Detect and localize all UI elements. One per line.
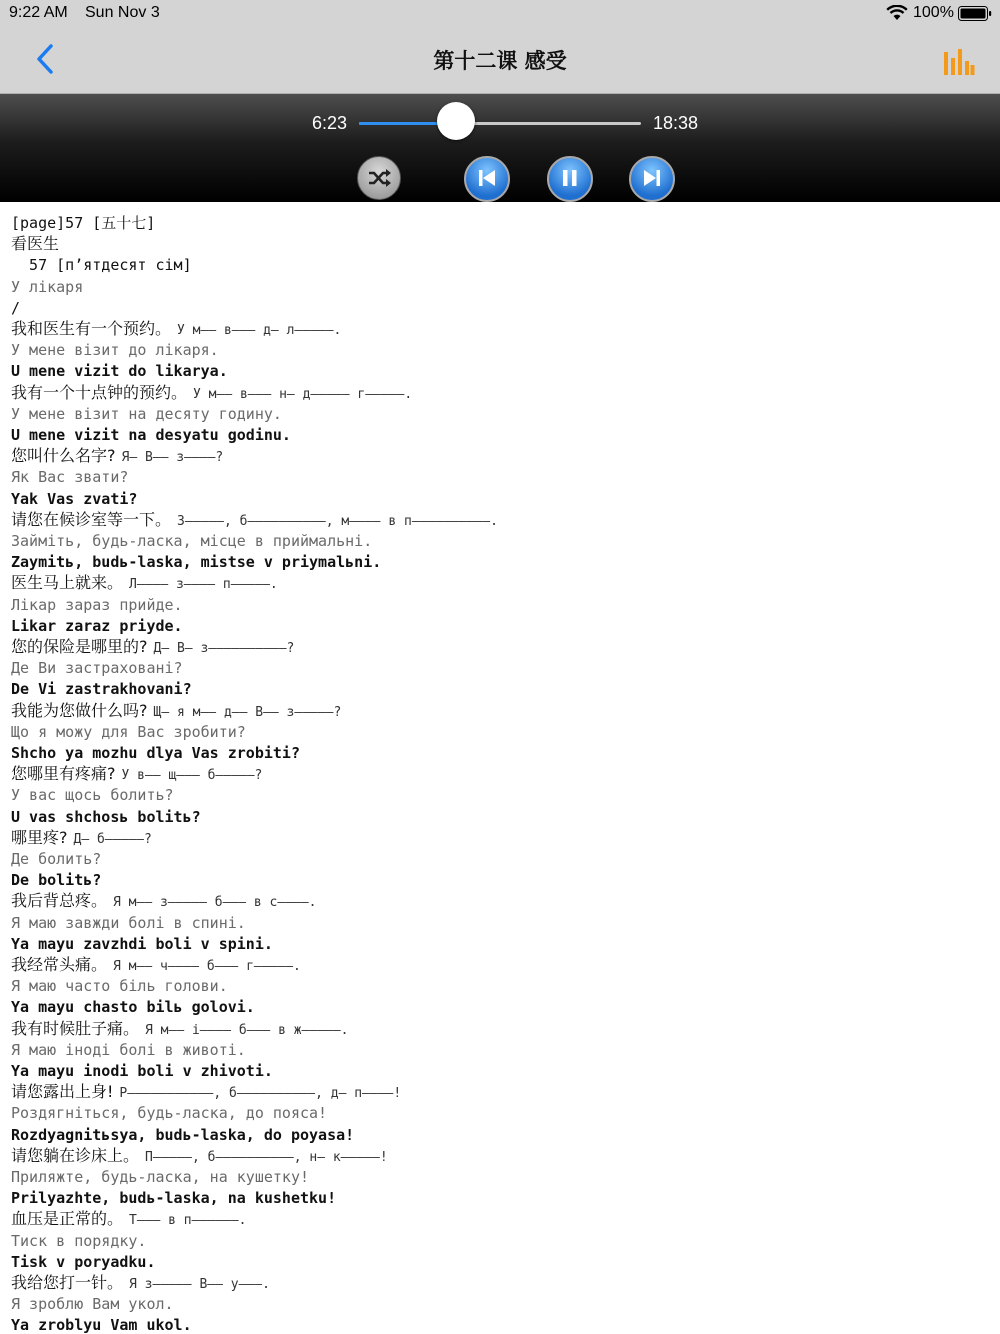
pause-button[interactable] [547,156,593,202]
ukrainian-sentence [11,1231,146,1251]
line-text: 我有一个十点钟的预约。 [11,382,188,402]
transliteration-line [11,1125,354,1145]
line-text: Zaymitь, budь-laska, mistse v priymalьni. [11,553,382,572]
line-text: Ya zroblyu Vam ukol. [11,1316,192,1334]
line-text: Я зроблю Вам укол. [11,1295,174,1314]
status-time: 9:22 AM [9,4,68,21]
fill-in-blanks: Я м—— з————— б——— в с————. [113,895,317,911]
transliteration-line [11,552,381,572]
line-text: 血压是正常的。 [11,1209,124,1229]
line-text: Де болить? [11,850,102,868]
previous-button[interactable] [464,156,510,202]
page-marker-line [11,213,155,233]
line-text: Приляжте, будь-ласка, на кушетку! [11,1168,310,1186]
line-text: Як Вас звати? [11,468,129,487]
fill-in-blanks: Я м—— ч———— б——— г—————. [113,959,301,974]
chinese-sentence [11,319,341,341]
line-text: Що я можу для Вас зробити? [11,722,246,741]
fill-in-blanks: Я— В—— з————? [121,450,224,466]
ukrainian-sentence [11,1294,174,1314]
line-text: 我有时候肚子痛。 [11,1018,140,1038]
ukrainian-sentence [11,658,183,678]
transliteration-line [11,489,137,509]
line-text: De Vi zastrakhovani? [11,680,192,699]
ukrainian-sentence [11,1103,327,1123]
line-text: Yak Vas zvati? [11,489,138,508]
skip-forward-icon [631,158,673,200]
line-text: 我后背总疼。 [11,891,108,911]
battery-percent: 100% [913,4,954,21]
line-text: У мене візит до лікаря. [11,341,219,360]
chinese-sentence [11,446,223,468]
line-text: Я маю завжди болі в спині. [11,913,246,932]
line-text: 哪里疼? [11,827,68,847]
line-text: 请您露出上身! [11,1082,114,1102]
line-text: Я маю часто біль голови. [11,977,228,996]
page-marker-line [11,255,192,275]
chinese-sentence [11,234,59,254]
line-text: Де Ви застраховані? [11,659,183,678]
total-time: 18:38 [653,113,699,133]
line-text: 我和医生有一个预约。 [11,319,172,338]
line-text: Лікар зараз прийде. [11,595,183,614]
fill-in-blanks: З—————, б——————————, м———— в п——————————. [177,513,498,529]
ukrainian-sentence [11,404,282,424]
page-marker-line [11,298,20,318]
ukrainian-sentence [11,976,228,996]
line-text: U vas shchosь bolitь? [11,807,201,826]
ukrainian-sentence [11,1040,246,1060]
ukrainian-sentence [11,785,174,805]
fill-in-blanks: Я м—— і———— б——— в ж—————. [145,1022,349,1038]
chinese-sentence [11,828,152,850]
ukrainian-sentence [11,849,101,869]
transliteration-line [11,807,201,827]
transliteration-line [11,679,192,699]
line-text: Likar zaraz priyde. [11,616,183,635]
chinese-sentence [11,1146,388,1168]
line-text: 我能为您做什么吗? [11,700,148,720]
line-text: У вас щось болить? [11,786,174,805]
line-text: / [11,298,21,317]
line-text: Prilyazhte, budь-laska, na kushetku! [11,1189,337,1208]
fill-in-blanks: У м—— в——— д— л—————. [177,323,342,338]
fill-in-blanks: Я з————— В—— у———. [129,1277,270,1292]
line-text: 医生马上就来。 [11,573,124,593]
line-text: У мене візит на десяту годину. [11,404,282,423]
chinese-sentence [11,701,341,723]
chinese-sentence [11,891,317,913]
ukrainian-sentence [11,277,83,297]
line-text: Ya mayu zavzhdi boli v spini. [11,934,273,953]
transliteration-line [11,997,255,1017]
line-text: Тиск в порядку. [11,1231,147,1250]
chinese-sentence [11,1273,270,1295]
wifi-icon [886,5,908,21]
transliteration-line [11,361,228,381]
transliteration-line [11,425,291,445]
audio-player [0,94,1000,202]
line-text: Ya mayu inodi boli v zhivoti. [11,1062,273,1080]
transliteration-line [11,1315,192,1334]
line-text: 请您在候诊室等一下。 [11,509,172,529]
shuffle-icon [358,157,400,199]
line-text: Shcho ya mozhu dlya Vas zrobiti? [11,744,300,762]
battery-icon [958,6,992,21]
page-title: 第十二课 感受 [433,49,567,73]
line-text: 我给您打一针。 [11,1273,124,1292]
line-text: De bolitь? [11,871,102,890]
line-text: Займіть, будь-ласка, місце в приймальні. [11,532,373,550]
fill-in-blanks: Д— В— з——————————? [153,641,295,656]
ukrainian-sentence [11,340,219,360]
line-text: U mene vizit na desyatu godinu. [11,426,291,444]
fill-in-blanks: Р———————————, б——————————, д— п————! [119,1086,402,1102]
ukrainian-sentence [11,913,246,933]
transliteration-line [11,934,273,954]
fill-in-blanks: Щ— я м—— д—— В—— з—————? [153,704,342,720]
pause-icon [549,158,591,200]
progress-slider[interactable] [359,122,641,125]
line-text: 看医生 [11,234,60,254]
line-text: 您叫什么名字? [11,446,116,466]
fill-in-blanks: Т——— в п——————. [129,1213,247,1229]
status-date: Sun Nov 3 [85,4,160,21]
transliteration-line [11,1188,336,1208]
chinese-sentence [11,955,301,977]
line-text: Tisk v poryadku. [11,1252,156,1271]
next-button[interactable] [629,156,675,202]
fill-in-blanks: Д— б—————? [73,831,152,847]
transliteration-line [11,1252,156,1272]
fill-in-blanks: У в—— щ——— б—————? [121,768,263,784]
nav-bar [0,27,1000,94]
elapsed-time: 6:23 [312,113,348,133]
line-text: 请您躺在诊床上。 [11,1145,140,1165]
chinese-sentence [11,637,294,659]
chinese-sentence [11,383,412,405]
ukrainian-sentence [11,1167,309,1187]
line-text: 我经常头痛。 [11,955,108,974]
transliteration-line [11,743,300,763]
line-text: Ya mayu chasto bilь golovi. [11,998,255,1017]
line-text: [page]57 [五十七] [11,214,156,232]
line-text: Rozdyagnitьsya, budь-laska, do poyasa! [11,1125,355,1144]
fill-in-blanks: Л———— з———— п—————. [129,577,278,593]
chinese-sentence [11,1209,246,1231]
chinese-sentence [11,1082,401,1104]
line-text: 您哪里有疼痛? [11,764,116,784]
line-text: 57 [п’ятдесят сім] [11,256,192,275]
progress-knob[interactable] [437,102,475,140]
fill-in-blanks: П—————, б——————————, н— к—————! [145,1149,388,1165]
chinese-sentence [11,764,262,786]
ukrainian-sentence [11,722,246,742]
lesson-text [0,205,1000,1334]
chinese-sentence [11,573,278,595]
ukrainian-sentence [11,595,183,615]
ukrainian-sentence [11,467,128,487]
shuffle-button[interactable] [357,156,401,200]
skip-back-icon [466,158,508,200]
transliteration-line [11,616,183,636]
chinese-sentence [11,510,498,532]
chinese-sentence [11,1019,349,1041]
status-bar [0,0,1000,27]
line-text: 您的保险是哪里的? [11,637,148,656]
transliteration-line [11,870,101,890]
transliteration-line [11,1061,273,1081]
ukrainian-sentence [11,531,372,551]
line-text: У лікаря [11,277,84,296]
equalizer-icon[interactable] [943,46,975,76]
line-text: Роздягніться, будь-ласка, до пояса! [11,1104,328,1123]
line-text: Я маю іноді болі в животі. [11,1040,246,1059]
line-text: U mene vizit do likarya. [11,362,228,381]
fill-in-blanks: У м—— в——— н— д————— г—————. [193,386,413,402]
